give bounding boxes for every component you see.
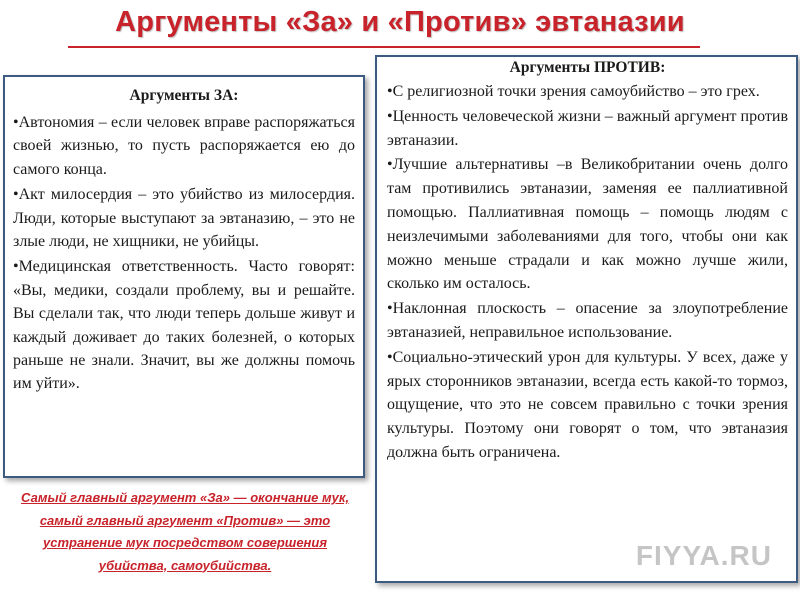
contra-item-culture: •Социально-этический урон для культуры. У всех, даже у ярых сторонников эвтаназии, всегда есть какой-то тормоз, ощущение, что это не совсем правильно с точки зрения культуры. Поэтому они говорят о том, что эвтаназия должна быть ограничена. xyxy=(387,348,788,461)
contra-arguments-panel xyxy=(375,55,798,583)
pro-item-medical-responsibility: •Медицинская ответственность. Часто говорят: «Вы, медики, создали проблему, вы и решайте. Вы сделали так, что люди теперь дольше живут и каждый доживает до таких болезней, о которых раньше не знали. Значит, вы же должны помочь им уйти». xyxy=(13,258,355,393)
contra-item-life-value: •Ценность человеческой жизни – важный аргумент против эвтаназии. xyxy=(387,107,788,149)
pro-arguments-panel xyxy=(3,75,365,478)
title-underline xyxy=(68,46,700,48)
site-watermark: FIYYA.RU xyxy=(635,540,772,571)
slide-title: Аргументы «За» и «Против» эвтаназии xyxy=(115,6,685,38)
contra-item-religion: •С религиозной точки зрения самоубийство – это грех. xyxy=(387,83,760,100)
contra-item-slippery-slope: •Наклонная плоскость – опасение за злоупотребление эвтаназией, неправильное использование. xyxy=(387,300,788,341)
pro-heading: Аргументы ЗА: xyxy=(129,87,239,104)
contra-heading: Аргументы ПРОТИВ: xyxy=(509,59,666,76)
main-argument-summary: Самый главный аргумент «За» — окончание мук, самый главный аргумент «Против» — это устранение мук посредством совершения убийства, самоубийства. xyxy=(20,490,350,573)
pro-item-autonomy: •Автономия – если человек вправе распоряжаться своей жизнью, то пусть распоряжается ею до самого конца. xyxy=(13,114,355,178)
contra-item-alternatives: •Лучшие альтернативы –в Великобритании очень долго там противились эвтаназии, заменяя ее паллиативной помощью. Паллиативная помощь – помощь людям с неизлечимыми заболеваниями для того, чтобы они как можно меньше страдали и как можно лучше жили, сколько им осталось. xyxy=(387,156,788,293)
pro-item-mercy: •Акт милосердия – это убийство из милосердия. Люди, которые выступают за эвтаназию, – это не злые люди, не хищники, не убийцы. xyxy=(13,186,355,251)
